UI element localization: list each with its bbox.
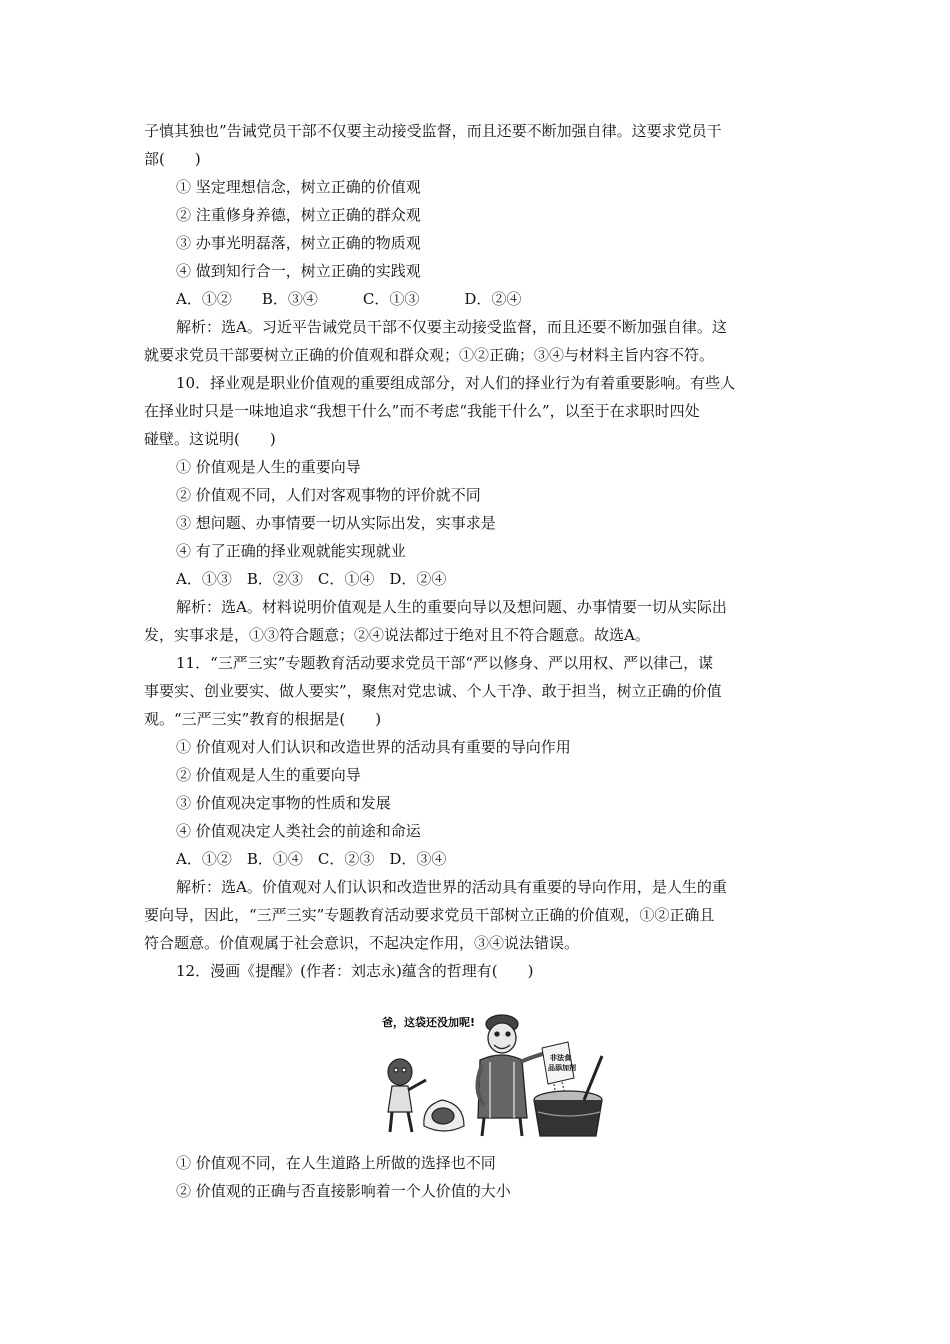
question-line: 观。“三严三实”教育的根据是( ) [144, 710, 382, 728]
option-line: ② 价值观是人生的重要向导 [176, 766, 361, 784]
question-line: 12．漫画《提醒》(作者：刘志永)蕴含的哲理有( ) [176, 962, 534, 980]
answer-choices: A．①③ B．②③ C．①④ D．②④ [176, 570, 447, 588]
option-line: ① 价值观对人们认识和改造世界的活动具有重要的导向作用 [176, 738, 571, 756]
question-line: 11．“三严三实”专题教育活动要求党员干部“严以修身、严以用权、严以律己，谋 [176, 654, 714, 672]
explanation-line: 就要求党员干部要树立正确的价值观和群众观；①②正确；③④与材料主旨内容不符。 [144, 346, 715, 364]
option-line: ④ 有了正确的择业观就能实现就业 [176, 542, 406, 560]
option-line: ④ 做到知行合一，树立正确的实践观 [176, 262, 421, 280]
option-line: ④ 价值观决定人类社会的前途和命运 [176, 822, 421, 840]
answer-choices: A．①② B．③④ C．①③ D．②④ [176, 290, 522, 308]
bag-label-line: 品添加剂 [548, 1064, 576, 1072]
explanation-line: 要向导，因此，“三严三实”专题教育活动要求党员干部树立正确的价值观，①②正确且 [144, 906, 715, 924]
bag-label-line: 非法食 [550, 1054, 571, 1062]
option-line: ③ 想问题、办事情要一切从实际出发，实事求是 [176, 514, 496, 532]
option-line: ① 价值观不同，在人生道路上所做的选择也不同 [176, 1154, 496, 1172]
option-line: ③ 价值观决定事物的性质和发展 [176, 794, 391, 812]
option-line: ③ 办事光明磊落，树立正确的物质观 [176, 234, 421, 252]
cartoon-caption: 爸，这袋还没加呢! [382, 1016, 476, 1029]
option-line: ② 注重修身养德，树立正确的群众观 [176, 206, 421, 224]
option-line: ② 价值观不同，人们对客观事物的评价就不同 [176, 486, 481, 504]
text-line: 子慎其独也”告诫党员干部不仅要主动接受监督，而且还要不断加强自律。这要求党员干 [144, 122, 722, 140]
cartoon-illustration [372, 1000, 612, 1140]
text-line: 部( ) [144, 150, 201, 168]
answer-choices: A．①② B．①④ C．②③ D．③④ [176, 850, 447, 868]
option-line: ① 坚定理想信念，树立正确的价值观 [176, 178, 421, 196]
additive-bag-icon [542, 1042, 576, 1096]
explanation-line: 解析：选A。材料说明价值观是人生的重要向导以及想问题、办事情要一切从实际出 [176, 598, 727, 616]
question-line: 在择业时只是一味地追求“我想干什么”而不考虑“我能干什么”，以至于在求职时四处 [144, 402, 700, 420]
explanation-line: 解析：选A。价值观对人们认识和改造世界的活动具有重要的导向作用，是人生的重 [176, 878, 727, 896]
question-line: 事要实、创业要实、做人要实”，聚焦对党忠诚、个人干净、敢于担当，树立正确的价值 [144, 682, 722, 700]
question-line: 碰壁。这说明( ) [144, 430, 276, 448]
question-line: 10．择业观是职业价值观的重要组成部分，对人们的择业行为有着重要影响。有些人 [176, 374, 736, 392]
option-line: ② 价值观的正确与否直接影响着一个人价值的大小 [176, 1182, 511, 1200]
explanation-line: 发，实事求是，①③符合题意；②④说法都过于绝对且不符合题意。故选A。 [144, 626, 650, 644]
child-figure [388, 1059, 426, 1132]
sack-icon [424, 1100, 464, 1131]
explanation-line: 符合题意。价值观属于社会意识，不起决定作用，③④说法错误。 [144, 934, 580, 952]
explanation-line: 解析：选A。习近平告诫党员干部不仅要主动接受监督，而且还要不断加强自律。这 [176, 318, 727, 336]
option-line: ① 价值观是人生的重要向导 [176, 458, 361, 476]
